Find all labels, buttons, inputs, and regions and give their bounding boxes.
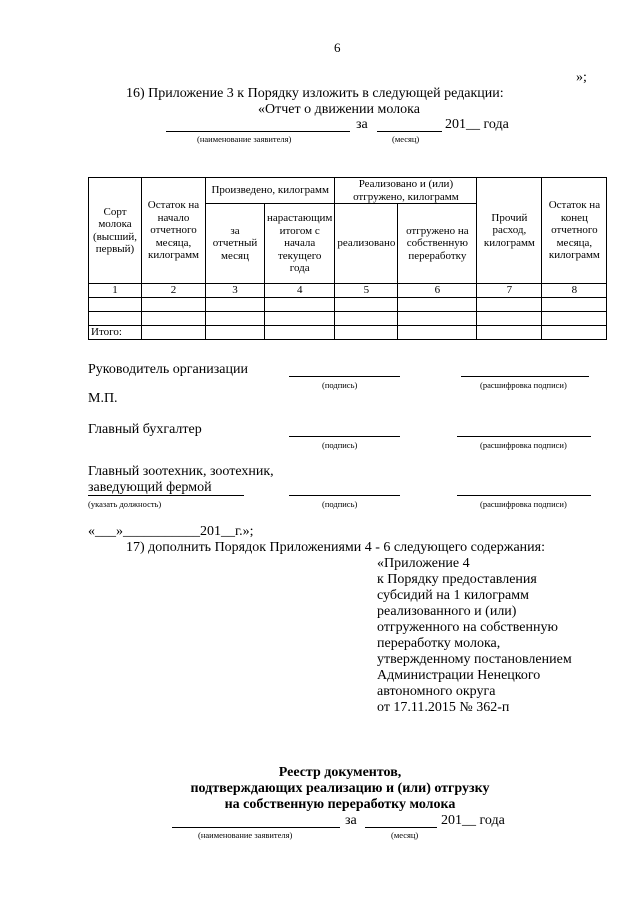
registry-title-1: Реестр документов, [278,765,402,780]
accountant-label: Главный бухгалтер [88,422,202,437]
position-caption: (указать должность) [88,499,162,509]
decode-caption: (расшифровка подписи) [480,499,567,509]
year-label: 201__ года [445,117,509,132]
closing-quote: »; [576,70,587,85]
header-start-balance: Остаток на начало отчетного месяца, килограмм [142,178,206,284]
header-sold: реализовано [335,204,398,284]
header-other-expense: Прочий расход, килограмм [477,178,542,284]
report-title: «Отчет о движении молока [258,102,420,117]
stamp-label: М.П. [88,391,118,406]
col-number: 4 [265,284,335,298]
header-sold-shipped: Реализовано и (или) отгружено, килограмм [335,178,477,204]
header-sort: Сорт молока (высший, первый) [89,178,142,284]
position-line [88,495,244,496]
col-number: 8 [542,284,607,298]
registry-title-3: на собственную переработку молока [224,797,456,812]
applicant-caption: (наименование заявителя) [197,134,292,144]
zootechnician-label-2: заведующий фермой [88,480,212,495]
head-sign-line [289,376,400,377]
milk-report-table [88,177,607,340]
appendix-line: «Приложение 4 [377,556,470,571]
month-line [377,131,442,132]
table-row [89,298,607,312]
accountant-sign-line [289,436,400,437]
header-period: за отчетный месяц [206,204,265,284]
appendix-line: автономного округа [377,684,496,699]
item16-line1: 16) Приложение 3 к Порядку изложить в следующей редакции: [126,86,504,101]
registry-title-2: подтверждающих реализацию и (или) отгрузку [190,781,490,796]
page-number: 6 [334,40,341,55]
decode-caption: (расшифровка подписи) [480,380,567,390]
col-number: 6 [398,284,477,298]
decode-caption: (расшифровка подписи) [480,440,567,450]
appendix-line: от 17.11.2015 № 362-п [377,700,510,715]
accountant-decode-line [457,436,591,437]
col-number: 3 [206,284,265,298]
appendix-line: отгруженного на собственную [377,620,558,635]
appendix-block [377,556,572,716]
zoo-sign-line [289,495,400,496]
col-number: 1 [89,284,142,298]
total-row [89,326,607,340]
head-label: Руководитель организации [88,362,248,377]
registry-year-label: 201__ года [441,813,505,828]
registry-za-label: за [345,813,357,828]
head-decode-line [461,376,589,377]
appendix-line: Администрации Ненецкого [377,668,541,683]
sign-caption: (подпись) [322,380,358,390]
header-produced: Произведено, килограмм [206,178,335,204]
header-cumulative: нарастающим итогом с начала текущего года [265,204,335,284]
sign-caption: (подпись) [322,499,358,509]
item17-text: 17) дополнить Порядок Приложениями 4 - 6 следующего содержания: [126,540,545,555]
applicant-line [166,131,350,132]
header-end-balance: Остаток на конец отчетного месяца, килограмм [542,178,607,284]
appendix-line: реализованного и (или) [377,604,517,619]
zoo-decode-line [457,495,591,496]
registry-applicant-caption: (наименование заявителя) [198,830,293,840]
sign-caption: (подпись) [322,440,358,450]
date-line: «___»___________201__г.»; [88,524,254,539]
registry-applicant-line [172,827,340,828]
zootechnician-label-1: Главный зоотехник, зоотехник, [88,464,274,479]
appendix-line: переработку молока, [377,636,501,651]
appendix-line: утвержденному постановлением [377,652,572,667]
col-number: 5 [335,284,398,298]
appendix-line: субсидий на 1 килограмм [377,588,529,603]
total-label: Итого: [89,326,142,340]
col-number: 2 [142,284,206,298]
appendix-line: к Порядку предоставления [377,572,537,587]
za-label: за [356,117,368,132]
registry-month-line [365,827,437,828]
registry-month-caption: (месяц) [391,830,419,840]
month-caption: (месяц) [392,134,420,144]
header-shipped: отгружено на собственную переработку [398,204,477,284]
col-number: 7 [477,284,542,298]
table-row [89,312,607,326]
